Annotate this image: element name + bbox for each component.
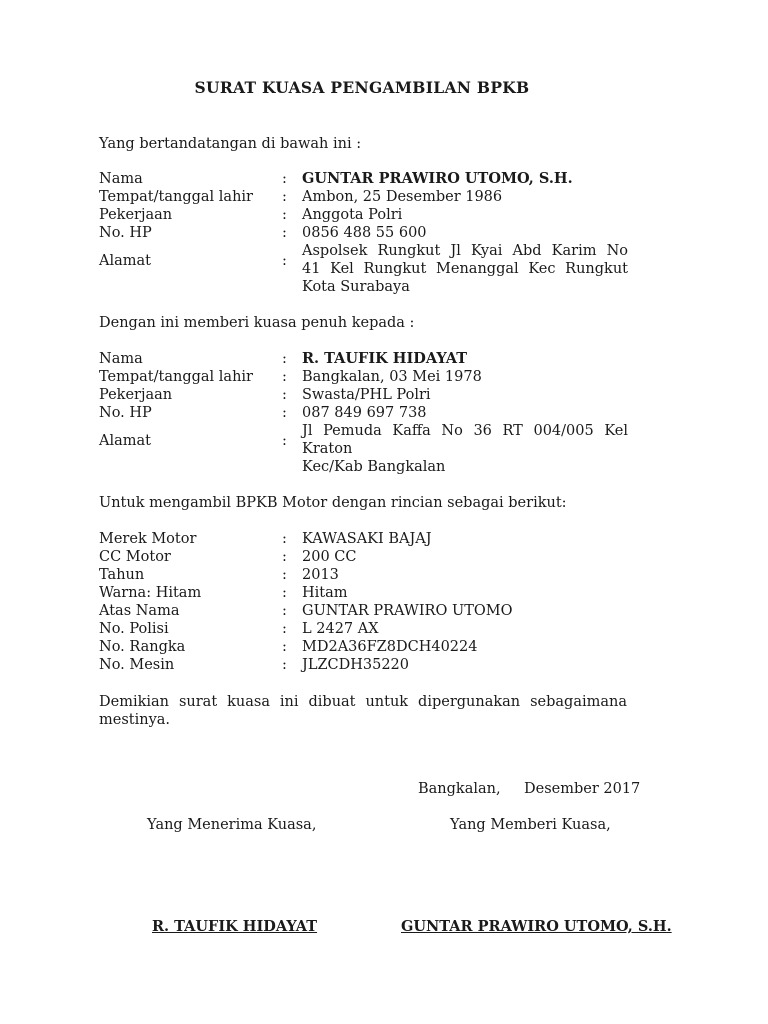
date: Desember 2017 xyxy=(524,781,641,797)
purpose-text: Untuk mengambil BPKB Motor dengan rincian sebagai berikut: xyxy=(99,495,567,511)
vehicle-owner-label: Atas Nama xyxy=(99,603,180,619)
colon: : xyxy=(282,369,287,385)
grantor-job-label: Pekerjaan xyxy=(99,207,173,223)
grantor-address-line3: Kota Surabaya xyxy=(302,279,410,295)
grantor-phone: 0856 488 55 600 xyxy=(302,225,427,241)
colon: : xyxy=(282,351,287,367)
grantee-address-label: Alamat xyxy=(99,433,151,449)
vehicle-engine: JLZCDH35220 xyxy=(302,657,410,673)
grantor-phone-label: No. HP xyxy=(99,225,152,241)
closing-line2: mestinya. xyxy=(99,712,171,728)
grantee-address-line1: Jl Pemuda Kaffa No 36 RT 004/005 Kel xyxy=(302,423,628,439)
vehicle-year: 2013 xyxy=(302,567,339,583)
colon: : xyxy=(282,387,287,403)
grantee-birth-label: Tempat/tanggal lahir xyxy=(99,369,253,385)
vehicle-brand-label: Merek Motor xyxy=(99,531,197,547)
grantee-address-line3: Kec/Kab Bangkalan xyxy=(302,459,446,475)
vehicle-plate-label: No. Polisi xyxy=(99,621,169,637)
giver-signature-name: GUNTAR PRAWIRO UTOMO, S.H. xyxy=(401,918,672,935)
receiver-title: Yang Menerima Kuasa, xyxy=(147,817,317,833)
grantor-job: Anggota Polri xyxy=(302,207,403,223)
grantee-name: R. TAUFIK HIDAYAT xyxy=(302,350,468,367)
colon: : xyxy=(282,253,287,269)
vehicle-cc-label: CC Motor xyxy=(99,549,171,565)
vehicle-year-label: Tahun xyxy=(99,567,145,583)
vehicle-brand: KAWASAKI BAJAJ xyxy=(302,531,432,547)
vehicle-plate: L 2427 AX xyxy=(302,621,379,637)
colon: : xyxy=(282,433,287,449)
giver-title: Yang Memberi Kuasa, xyxy=(450,817,611,833)
vehicle-color: Hitam xyxy=(302,585,348,601)
vehicle-frame: MD2A36FZ8DCH40224 xyxy=(302,639,478,655)
colon: : xyxy=(282,603,287,619)
grantor-birth-label: Tempat/tanggal lahir xyxy=(99,189,253,205)
grantee-birth: Bangkalan, 03 Mei 1978 xyxy=(302,369,482,385)
colon: : xyxy=(282,531,287,547)
document-title: SURAT KUASA PENGAMBILAN BPKB xyxy=(194,78,530,97)
vehicle-owner: GUNTAR PRAWIRO UTOMO xyxy=(302,603,513,619)
grantee-job-label: Pekerjaan xyxy=(99,387,173,403)
grantee-address-row xyxy=(99,422,639,476)
intro-text: Yang bertandatangan di bawah ini : xyxy=(99,136,362,152)
colon: : xyxy=(282,405,287,421)
grantor-name: GUNTAR PRAWIRO UTOMO, S.H. xyxy=(302,170,573,187)
colon: : xyxy=(282,621,287,637)
grant-text: Dengan ini memberi kuasa penuh kepada : xyxy=(99,315,415,331)
closing-line1: Demikian surat kuasa ini dibuat untuk dipergunakan sebagaimana xyxy=(99,694,627,710)
colon: : xyxy=(282,171,287,187)
colon: : xyxy=(282,207,287,223)
colon: : xyxy=(282,225,287,241)
grantor-address-line1: Aspolsek Rungkut Jl Kyai Abd Karim No xyxy=(302,243,628,259)
colon: : xyxy=(282,585,287,601)
colon: : xyxy=(282,189,287,205)
vehicle-engine-label: No. Mesin xyxy=(99,657,175,673)
vehicle-cc: 200 CC xyxy=(302,549,357,565)
grantor-address-line2: 41 Kel Rungkut Menanggal Kec Rungkut xyxy=(302,261,628,277)
colon: : xyxy=(282,567,287,583)
colon: : xyxy=(282,657,287,673)
grantor-birth: Ambon, 25 Desember 1986 xyxy=(302,189,503,205)
grantor-address-label: Alamat xyxy=(99,253,151,269)
vehicle-frame-label: No. Rangka xyxy=(99,639,186,655)
grantee-name-label: Nama xyxy=(99,351,143,367)
grantee-phone: 087 849 697 738 xyxy=(302,405,427,421)
grantor-name-label: Nama xyxy=(99,171,143,187)
grantee-phone-label: No. HP xyxy=(99,405,152,421)
grantor-address-row xyxy=(99,242,639,296)
vehicle-color-label: Warna: Hitam xyxy=(99,585,202,601)
colon: : xyxy=(282,549,287,565)
receiver-signature-name: R. TAUFIK HIDAYAT xyxy=(152,918,318,935)
grantee-address-line2: Kraton xyxy=(302,441,353,457)
colon: : xyxy=(282,639,287,655)
place: Bangkalan, xyxy=(418,781,501,797)
grantee-job: Swasta/PHL Polri xyxy=(302,387,431,403)
